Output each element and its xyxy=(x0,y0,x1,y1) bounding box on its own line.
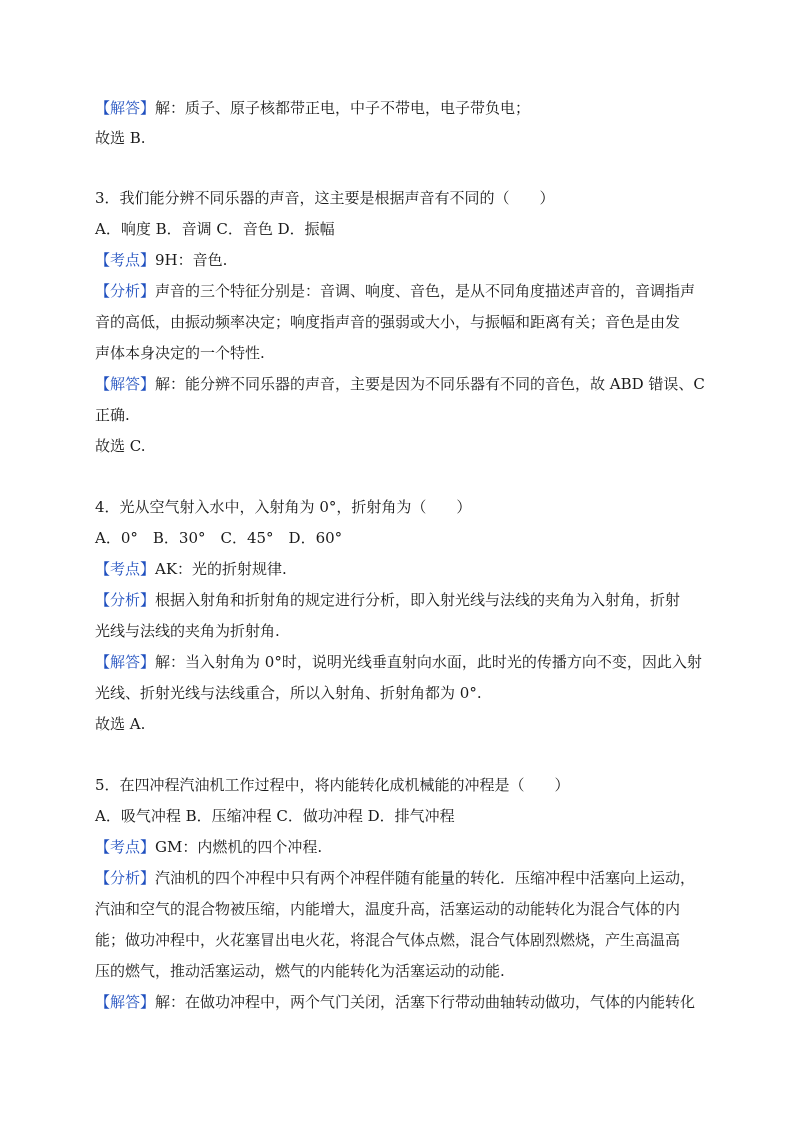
point-text: GM：内燃机的四个冲程. xyxy=(155,838,323,856)
answer-line xyxy=(95,992,715,1012)
question-4-options xyxy=(95,528,715,548)
analysis-tag: 【分析】 xyxy=(95,869,156,887)
question-4 xyxy=(95,497,715,517)
question-3-options xyxy=(95,219,715,239)
analysis-tag: 【分析】 xyxy=(95,591,156,609)
analysis-line xyxy=(95,868,715,888)
analysis-text: 能；做功冲程中，火花塞冒出电火花，将混合气体点燃，混合气体剧烈燃烧，产生高温高 xyxy=(95,931,681,949)
analysis-text: 根据入射角和折射角的规定进行分析，即入射光线与法线的夹角为入射角，折射 xyxy=(155,591,681,609)
question-5-options xyxy=(95,806,715,826)
answer-line xyxy=(95,98,715,118)
options-text: A．0° B．30° C．45° D．60° xyxy=(95,529,343,547)
point-text: AK：光的折射规律. xyxy=(155,560,287,578)
options-text: A．响度 B．音调 C．音色 D．振幅 xyxy=(95,220,335,238)
choice-line xyxy=(95,128,715,148)
point-line xyxy=(95,837,715,857)
point-tag: 【考点】 xyxy=(95,838,156,856)
choice-text: 故选 B. xyxy=(95,129,146,147)
choice-text: 故选 A. xyxy=(95,715,146,733)
question-3 xyxy=(95,188,715,208)
answer-line xyxy=(95,652,715,672)
analysis-continued xyxy=(95,312,715,332)
answer-tag: 【解答】 xyxy=(95,993,156,1011)
choice-line xyxy=(95,436,715,456)
answer-tag: 【解答】 xyxy=(95,653,156,671)
analysis-continued xyxy=(95,899,715,919)
answer-tag: 【解答】 xyxy=(95,375,156,393)
question-text: 3．我们能分辨不同乐器的声音，这主要是根据声音有不同的（ ） xyxy=(95,189,555,207)
analysis-text: 声音的三个特征分别是：音调、响度、音色，是从不同角度描述声音的，音调指声 xyxy=(155,282,696,300)
answer-text: 解：质子、原子核都带正电，中子不带电，电子带负电； xyxy=(155,99,531,117)
analysis-text: 压的燃气，推动活塞运动，燃气的内能转化为活塞运动的动能. xyxy=(95,962,505,980)
answer-text: 光线、折射光线与法线重合，所以入射角、折射角都为 0°. xyxy=(95,684,482,702)
analysis-text: 汽油和空气的混合物被压缩，内能增大，温度升高，活塞运动的动能转化为混合气体的内 xyxy=(95,900,681,918)
point-line xyxy=(95,250,715,270)
answer-tag: 【解答】 xyxy=(95,99,156,117)
analysis-continued xyxy=(95,621,715,641)
options-text: A．吸气冲程 B．压缩冲程 C．做功冲程 D．排气冲程 xyxy=(95,807,455,825)
point-tag: 【考点】 xyxy=(95,560,156,578)
analysis-continued xyxy=(95,961,715,981)
analysis-line xyxy=(95,281,715,301)
point-line xyxy=(95,559,715,579)
choice-line xyxy=(95,714,715,734)
choice-text: 故选 C. xyxy=(95,437,146,455)
answer-text: 解：能分辨不同乐器的声音，主要是因为不同乐器有不同的音色，故 ABD 错误、C xyxy=(155,375,705,393)
analysis-text: 音的高低，由振动频率决定；响度指声音的强弱或大小，与振幅和距离有关；音色是由发 xyxy=(95,313,681,331)
analysis-continued xyxy=(95,343,715,363)
answer-continued xyxy=(95,405,715,425)
analysis-continued xyxy=(95,930,715,950)
question-text: 5．在四冲程汽油机工作过程中，将内能转化成机械能的冲程是（ ） xyxy=(95,776,570,794)
answer-text: 解：当入射角为 0°时，说明光线垂直射向水面，此时光的传播方向不变，因此入射 xyxy=(155,653,702,671)
point-tag: 【考点】 xyxy=(95,251,156,269)
analysis-tag: 【分析】 xyxy=(95,282,156,300)
answer-text: 解：在做功冲程中，两个气门关闭，活塞下行带动曲轴转动做功，气体的内能转化 xyxy=(155,993,696,1011)
analysis-text: 汽油机的四个冲程中只有两个冲程伴随有能量的转化．压缩冲程中活塞向上运动， xyxy=(155,869,696,887)
point-text: 9H：音色. xyxy=(155,251,228,269)
answer-line xyxy=(95,374,715,394)
answer-continued xyxy=(95,683,715,703)
answer-text: 正确. xyxy=(95,406,130,424)
question-text: 4．光从空气射入水中，入射角为 0°，折射角为（ ） xyxy=(95,498,472,516)
analysis-text: 声体本身决定的一个特性. xyxy=(95,344,265,362)
analysis-line xyxy=(95,590,715,610)
analysis-text: 光线与法线的夹角为折射角. xyxy=(95,622,280,640)
question-5 xyxy=(95,775,715,795)
